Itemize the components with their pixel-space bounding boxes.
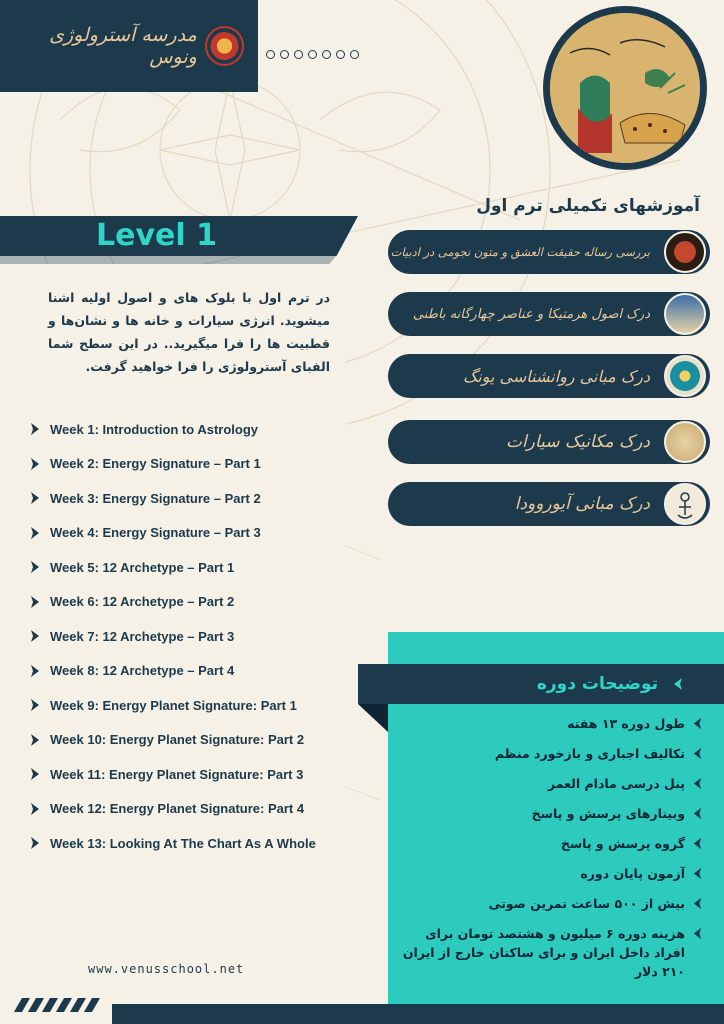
extra-course-label: درک مبانی آیوروودا: [514, 494, 650, 514]
week-label: Week 13: Looking At The Chart As A Whole: [50, 835, 316, 851]
extra-course-item: [388, 354, 710, 398]
dot-icon: [266, 50, 275, 59]
detail-label: هزینه دوره ۶ میلیون و هشتصد تومان برای افراد داخل ایران و برای ساکنان خارج از ایران ۲۱۰ دلار: [402, 926, 685, 979]
dot-icon: [350, 50, 359, 59]
chevron-left-icon: [691, 897, 704, 910]
extra-courses-title: آموزشهای تکمیلی ترم اول: [476, 196, 700, 216]
dot-icon: [308, 50, 317, 59]
dot-icon: [336, 50, 345, 59]
chevron-right-icon: [28, 767, 42, 781]
week-item: [28, 447, 348, 482]
week-item: [28, 585, 348, 620]
chevron-right-icon: [28, 526, 42, 540]
detail-label: پنل درسی مادام العمر: [547, 776, 685, 791]
chevron-left-icon: [691, 747, 704, 760]
week-item: [28, 654, 348, 689]
week-label: Week 6: 12 Archetype – Part 2: [50, 594, 235, 610]
week-item: [28, 619, 348, 654]
course-details-tab-fold: [358, 704, 388, 732]
detail-item: [400, 894, 704, 913]
hermetic-figure-icon: [664, 293, 706, 335]
extra-course-item: [388, 420, 710, 464]
level-banner-shadow: [0, 256, 336, 264]
extra-course-item: [388, 230, 710, 274]
chevron-left-icon: [691, 867, 704, 880]
extra-course-label: درک مکانیک سیارات: [505, 432, 650, 452]
week-label: Week 8: 12 Archetype – Part 4: [50, 663, 235, 679]
detail-item: [400, 714, 704, 733]
detail-item: [400, 834, 704, 853]
detail-item: [400, 804, 704, 823]
mandala-icon: [664, 355, 706, 397]
extra-course-label: درک مبانی روانشناسی یونگ: [462, 366, 650, 386]
detail-item: [400, 744, 704, 763]
level-intro-text: در ترم اول با بلوک های و اصول اولیه اشنا میشوید. انرژی سیارات و خانه ها و نشان‌ها و قطبیت ها را فرا میگیرید.. در این سطح شما الفبای آسترولوژی را فرا خواهید گرفت.: [48, 290, 330, 374]
chevron-left-icon: [670, 676, 686, 692]
week-label: Week 12: Energy Planet Signature: Part 4: [50, 801, 305, 817]
level-title: Level 1: [96, 218, 217, 253]
week-label: Week 5: 12 Archetype – Part 1: [50, 559, 235, 575]
week-item: [28, 481, 348, 516]
detail-label: بیش از ۵۰۰ ساعت تمرین صوتی: [488, 896, 685, 911]
planetary-chart-icon: [664, 421, 706, 463]
extra-course-item: [388, 482, 710, 526]
dot-icon: [280, 50, 289, 59]
week-item: [28, 792, 348, 827]
course-details-list: [400, 714, 704, 992]
detail-label: وبینارهای پرسش و پاسخ: [531, 806, 685, 821]
chevron-left-icon: [691, 837, 704, 850]
website-link[interactable]: www.venusschool.net: [88, 962, 245, 976]
detail-label: تکالیف اجباری و بازخورد منظم: [494, 746, 685, 761]
week-label: Week 3: Energy Signature – Part 2: [50, 490, 261, 506]
chevron-right-icon: [28, 802, 42, 816]
detail-label: طول دوره ۱۳ هفته: [567, 716, 685, 731]
chevron-right-icon: [28, 733, 42, 747]
detail-item: [400, 774, 704, 793]
chevron-left-icon: [691, 927, 704, 940]
detail-item: [400, 924, 704, 981]
chevron-right-icon: [28, 836, 42, 850]
flower-illustration-icon: [664, 231, 706, 273]
course-details-header: [358, 664, 724, 704]
chevron-right-icon: [28, 491, 42, 505]
week-item: [28, 757, 348, 792]
chevron-right-icon: [28, 698, 42, 712]
chevron-right-icon: [28, 629, 42, 643]
week-item: [28, 550, 348, 585]
week-label: Week 4: Energy Signature – Part 3: [50, 525, 261, 541]
chevron-right-icon: [28, 595, 42, 609]
week-label: Week 2: Energy Signature – Part 1: [50, 456, 261, 472]
week-item: [28, 826, 348, 861]
chevron-left-icon: [691, 777, 704, 790]
decorative-slashes: [18, 998, 96, 1012]
chevron-right-icon: [28, 457, 42, 471]
chevron-right-icon: [28, 664, 42, 678]
course-details-title: توضیحات دوره: [536, 674, 658, 694]
featured-miniature-image: [543, 6, 707, 170]
chevron-left-icon: [691, 717, 704, 730]
detail-item: [400, 864, 704, 883]
extra-course-item: [388, 292, 710, 336]
week-label: Week 1: Introduction to Astrology: [50, 421, 259, 437]
chevron-right-icon: [28, 422, 42, 436]
dot-icon: [322, 50, 331, 59]
week-label: Week 11: Energy Planet Signature: Part 3: [50, 766, 304, 782]
header-bar: [0, 0, 258, 92]
week-item: [28, 412, 348, 447]
week-item: [28, 516, 348, 551]
week-label: Week 10: Energy Planet Signature: Part 2: [50, 732, 305, 748]
school-name: مدرسه آسترولوژی ونوس: [49, 24, 197, 68]
dot-icon: [294, 50, 303, 59]
detail-label: آزمون پایان دوره: [580, 866, 685, 881]
week-item: [28, 723, 348, 758]
extra-course-label: درک اصول هرمتیکا و عناصر چهارگانه باطنی: [412, 306, 650, 322]
week-label: Week 9: Energy Planet Signature: Part 1: [50, 697, 297, 713]
extra-course-label: بررسی رساله حقیقت العشق و متون نجومی در ادبیات: [390, 245, 650, 259]
ayurveda-symbol-icon: [664, 483, 706, 525]
chevron-right-icon: [28, 560, 42, 574]
week-label: Week 7: 12 Archetype – Part 3: [50, 628, 235, 644]
week-item: [28, 688, 348, 723]
weekly-syllabus-list: [28, 412, 348, 861]
chevron-left-icon: [691, 807, 704, 820]
decorative-dots: [266, 50, 359, 59]
school-logo-icon: [205, 26, 244, 66]
detail-label: گروه پرسش و پاسخ: [560, 836, 685, 851]
footer-bar: [112, 1004, 724, 1024]
